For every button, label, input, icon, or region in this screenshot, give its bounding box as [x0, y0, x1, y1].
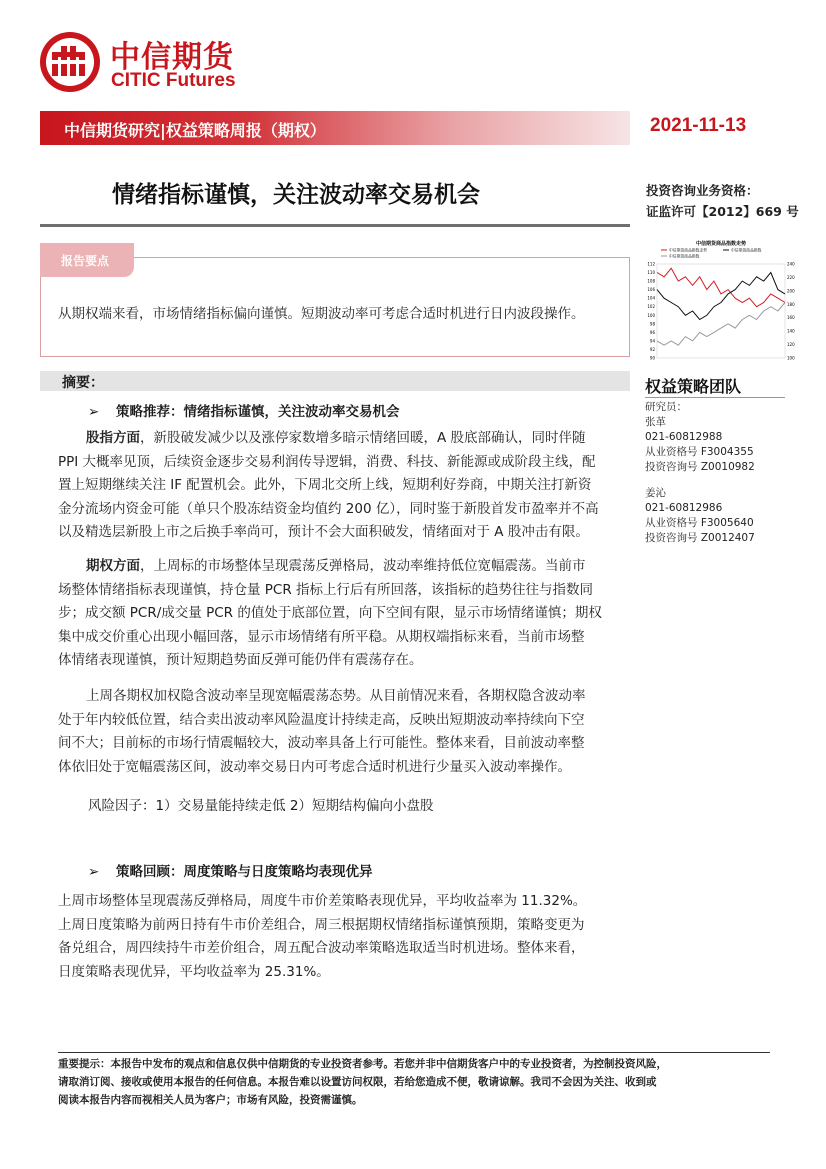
abstract-bar — [40, 371, 630, 391]
member-consult: 投资咨询号 Z0012407 — [645, 532, 755, 544]
right-tick-label: 160 — [787, 315, 795, 321]
right-tick-label: 140 — [787, 328, 795, 334]
abstract-label: 摘要： — [62, 375, 104, 391]
left-tick-label: 104 — [647, 295, 655, 301]
report-date: 2021-11-13 — [650, 115, 747, 136]
paragraph-lead: 期权方面 — [86, 558, 140, 574]
paragraph-line: 集中成交价重心出现小幅回落，显示市场情绪有所平稳。从期权端指标来看，当前市场整 — [58, 628, 585, 645]
paragraph-line: 上周各期权加权隐含波动率呈现宽幅震荡态势。从目前情况来看，各期权隐含波动率 — [86, 688, 586, 704]
series-line — [657, 273, 785, 320]
left-tick-label: 112 — [647, 261, 655, 267]
paragraph-line: 置上短期继续关注 IF 配置机会。此外，下周北交所上线，短期利好券商，中期关注打新资 — [58, 477, 592, 493]
left-tick-label: 102 — [647, 304, 655, 310]
chart-title: 中信期货商品指数走势 — [695, 241, 747, 247]
left-tick-label: 100 — [647, 312, 655, 318]
paragraph-line: 上周日度策略为前两日持有牛市价差组合，周三根据期权情绪指标谨慎预期，策略变更为 — [58, 916, 585, 933]
disclaimer-line: 重要提示：本报告中发布的观点和信息仅供中信期货的专业投资者参考。若您并非中信期货客户中的专业投资者，为控制投资风险， — [58, 1058, 667, 1070]
brand-name-cn: 中信期货 — [110, 40, 234, 75]
member-license: 从业资格号 F3004355 — [645, 446, 754, 458]
paragraph-line: 日度策略表现优异，平均收益率为 25.31%。 — [58, 963, 330, 980]
left-tick-label: 96 — [649, 329, 655, 335]
citic-logo-icon — [38, 30, 102, 94]
paragraph-line: 金分流场内资金可能（单只个股冻结资金均值约 200 亿），同时鉴于新股首发市盈率并不高 — [58, 500, 599, 517]
right-tick-label: 240 — [787, 261, 795, 267]
paragraph-line: 步；成交额 PCR/成交量 PCR 的值处于底部位置，向下空间有限，显示市场情绪谨慎；期权 — [58, 605, 602, 621]
paragraph-line: 体情绪表现谨慎，预计短期趋势面反弹可能仍伴有震荡存在。 — [58, 652, 423, 668]
footer-divider — [58, 1052, 770, 1053]
right-tick-label: 120 — [787, 342, 795, 348]
paragraph-line: 场整体情绪指标表现谨慎，持仓量 PCR 指标上行后有所回落，该指标的趋势往往与指数同 — [58, 581, 594, 598]
paragraph-lead: 股指方面 — [86, 430, 140, 446]
paragraph-line: 上周市场整体呈现震荡反弹格局，周度牛市价差策略表现优异，平均收益率为 11.32%。 — [58, 893, 587, 909]
summary-tab — [40, 243, 134, 277]
summary-text: 从期权端来看，市场情绪指标偏向谨慎。短期波动率可考虑合适时机进行日内波段操作。 — [58, 306, 585, 322]
paragraph-line: ，新股破发减少以及涨停家数增多暗示情绪回暖，A 股底部确认，同时伴随 — [140, 430, 586, 446]
left-tick-label: 94 — [649, 338, 655, 344]
banner-text: 中信期货研究|权益策略周报（期权） — [64, 121, 326, 140]
legend-label: 中信期货商品指数 — [669, 253, 700, 259]
qualification-block — [646, 180, 799, 222]
paragraph-line: 处于年内较低位置，结合卖出波动率风险温度计持续走高，反映出短期波动率持续向下空 — [58, 711, 585, 728]
member-license: 从业资格号 F3005640 — [645, 517, 754, 529]
team-member-1 — [645, 400, 755, 475]
section1-heading-text: 策略推荐：情绪指标谨慎，关注波动率交易机会 — [116, 404, 400, 420]
disclaimer-line: 请取消订阅、接收或使用本报告的任何信息。本报告难以设置访问权限，若给您造成不便，敬请谅解。我司不会因为关注、收到或 — [58, 1076, 657, 1088]
disclaimer — [58, 1055, 770, 1109]
disclaimer-line: 阅读本报告内容而视相关人员为客户；市场有风险，投资需谨慎。 — [58, 1094, 363, 1106]
member-name: 张革 — [645, 416, 666, 428]
qualification-line1: 投资咨询业务资格： — [646, 183, 759, 198]
paragraph-line: 间不大；目前标的市场行情震幅较大，波动率具备上行可能性。整体来看，目前波动率整 — [58, 735, 585, 751]
section2-heading — [88, 860, 373, 880]
commodity-index-chart — [643, 238, 799, 360]
paragraph-volatility — [58, 685, 630, 779]
left-tick-label: 106 — [647, 287, 655, 293]
team-divider — [645, 397, 785, 398]
brand-name-en: CITIC Futures — [111, 70, 236, 91]
member-phone: 021-60812988 — [645, 431, 723, 443]
arrow-bullet-icon: ➢ — [88, 864, 100, 880]
member-consult: 投资咨询号 Z0010982 — [645, 461, 755, 473]
right-tick-label: 100 — [787, 355, 795, 360]
right-tick-label: 200 — [787, 288, 795, 294]
paragraph-review — [58, 890, 630, 984]
paragraph-line: PPI 大概率见顶，后续资金逐步交易利润传导逻辑，消费、科技、新能源或成阶段主线，配 — [58, 453, 596, 470]
company-logo — [38, 30, 260, 96]
series-line — [657, 303, 785, 346]
report-banner — [40, 111, 630, 145]
right-tick-label: 180 — [787, 301, 795, 307]
paragraph-stock-index — [58, 427, 630, 545]
paragraph-line: 体依旧处于宽幅震荡区间，波动率交易日内可考虑合适时机进行少量买入波动率操作。 — [58, 758, 571, 775]
left-tick-label: 108 — [647, 278, 655, 284]
section1-heading — [88, 400, 400, 420]
arrow-bullet-icon: ➢ — [88, 404, 100, 420]
risk-factors: 风险因子：1）交易量能持续走低 2）短期结构偏向小盘股 — [88, 798, 434, 814]
left-tick-label: 98 — [649, 321, 655, 327]
member-name: 姜沁 — [645, 487, 666, 499]
legend-label: 中信期货商品指数走势 — [669, 247, 707, 253]
section2-heading-text: 策略回顾：周度策略与日度策略均表现优异 — [116, 864, 373, 880]
team-role: 研究员： — [645, 401, 687, 413]
report-title: 情绪指标谨慎，关注波动率交易机会 — [112, 182, 480, 208]
summary-tab-label: 报告要点 — [61, 254, 110, 268]
member-phone: 021-60812986 — [645, 502, 723, 514]
title-divider — [40, 224, 630, 227]
team-title: 权益策略团队 — [645, 377, 742, 396]
qualification-line2: 证监许可【2012】669 号 — [646, 204, 799, 219]
paragraph-line: 备兑组合，周四续持牛市差价组合，周五配合波动率策略选取适当时机进场。整体来看， — [58, 940, 585, 956]
paragraph-options — [58, 555, 630, 673]
left-tick-label: 90 — [649, 355, 655, 360]
right-tick-label: 220 — [787, 274, 795, 280]
left-tick-label: 92 — [649, 346, 655, 352]
team-member-2 — [645, 486, 755, 546]
paragraph-line: ，上周标的市场整体呈现震荡反弹格局，波动率维持低位宽幅震荡。当前市 — [140, 558, 586, 574]
legend-label: 中信期货商品指数 — [731, 247, 762, 253]
paragraph-line: 以及精选层新股上市之后换手率尚可，预计不会大面积破发，情绪面对于 A 股冲击有限。 — [58, 524, 589, 540]
left-tick-label: 110 — [647, 270, 655, 276]
series-line — [657, 268, 785, 306]
